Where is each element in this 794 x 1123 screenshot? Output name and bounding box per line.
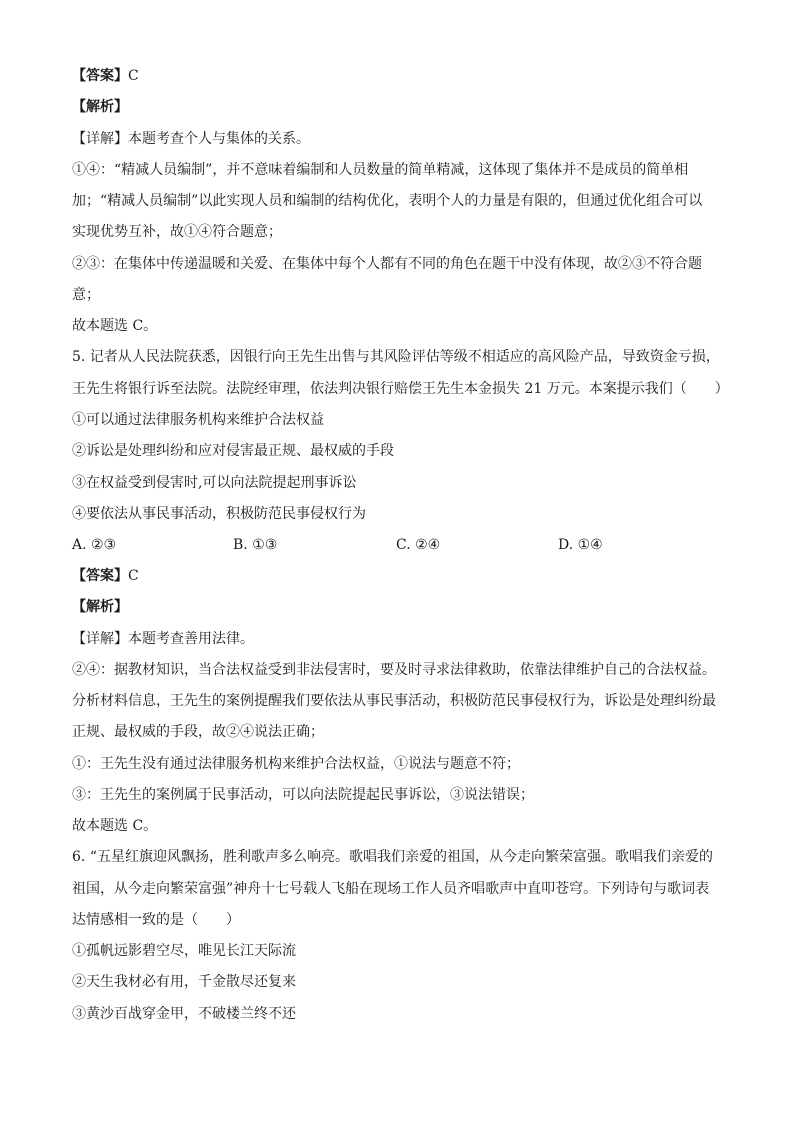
text-line: 正规、最权威的手段，故②④说法正确； <box>72 724 324 740</box>
statement-item: ①可以通过法律服务机构来维护合法权益 <box>72 412 324 428</box>
question-stem: 王先生将银行诉至法院。法院经审理，依法判决银行赔偿王先生本金损失 21 万元。本案提示我们（ ） <box>72 381 729 397</box>
statement-item: ③在权益受到侵害时,可以向法院提起刑事诉讼 <box>72 475 357 491</box>
answer-tag: 【答案】 <box>72 568 128 584</box>
answer-value: C <box>128 568 139 584</box>
option-c: C. ②④ <box>396 537 441 553</box>
option-d: D. ①④ <box>558 537 603 553</box>
text-line: 【详解】本题考查善用法律。 <box>72 631 254 647</box>
answer-line <box>72 566 139 586</box>
text-line: 意； <box>72 287 100 303</box>
text-line: ①：王先生没有通过法律服务机构来维护合法权益，①说法与题意不符； <box>72 756 520 772</box>
analysis-tag: 【解析】 <box>72 599 128 615</box>
question-stem: 5. 记者从人民法院获悉，因银行向王先生出售与其风险评估等级不相适应的高风险产品，导致资金亏损， <box>72 349 720 365</box>
statement-item: ④要依法从事民事活动，积极防范民事侵权行为 <box>72 506 366 522</box>
text-line: 分析材料信息，王先生的案例提醒我们要依法从事民事活动，积极防范民事侵权行为，诉讼是处理纠纷最 <box>72 693 716 709</box>
answer-value: C <box>128 68 139 84</box>
option-b: B. ①③ <box>233 537 278 553</box>
question-stem: 6. “五星红旗迎风飘扬，胜利歌声多么响亮。歌唱我们亲爱的祖国，从今走向繁荣富强。歌唱我们亲爱的 <box>72 849 713 865</box>
statement-item: ②诉讼是处理纠纷和应对侵害最正规、最权威的手段 <box>72 443 394 459</box>
answer-line <box>72 66 139 86</box>
text-line: 实现优势互补，故①④符合题意； <box>72 224 282 240</box>
analysis-heading <box>72 97 128 117</box>
text-line: ③：王先生的案例属于民事活动，可以向法院提起民事诉讼，③说法错误； <box>72 787 534 803</box>
option-a: A. ②③ <box>72 537 117 553</box>
text-line: 【详解】本题考查个人与集体的关系。 <box>72 131 310 147</box>
text-line: ②③：在集体中传递温暖和关爱、在集体中每个人都有不同的角色在题干中没有体现，故②③不符合题 <box>72 256 702 272</box>
analysis-tag: 【解析】 <box>72 99 128 115</box>
question-stem: 祖国，从今走向繁荣富强”神舟十七号载人飞船在现场工作人员齐唱歌声中直叩苍穹。下列诗句与歌词表 <box>72 881 710 897</box>
question-stem: 达情感相一致的是（ ） <box>72 912 240 928</box>
text-line: ②④：据教材知识，当合法权益受到非法侵害时，要及时寻求法律救助，依靠法律维护自己的合法权益。 <box>72 662 716 678</box>
text-line: 故本题选 C。 <box>72 818 158 834</box>
statement-item: ①孤帆远影碧空尽，唯见长江天际流 <box>72 943 296 959</box>
text-line: 加；“精减人员编制”以此实现人员和编制的结构优化，表明个人的力量是有限的，但通过优化组合可以 <box>72 193 703 209</box>
statement-item: ③黄沙百战穿金甲，不破楼兰终不还 <box>72 1006 296 1022</box>
statement-item: ②天生我材必有用，千金散尽还复来 <box>72 974 296 990</box>
text-line: 故本题选 C。 <box>72 318 158 334</box>
answer-tag: 【答案】 <box>72 68 128 84</box>
analysis-heading <box>72 597 128 617</box>
text-line: ①④：“精减人员编制”，并不意味着编制和人员数量的简单精减，这体现了集体并不是成员的简单相 <box>72 162 689 178</box>
